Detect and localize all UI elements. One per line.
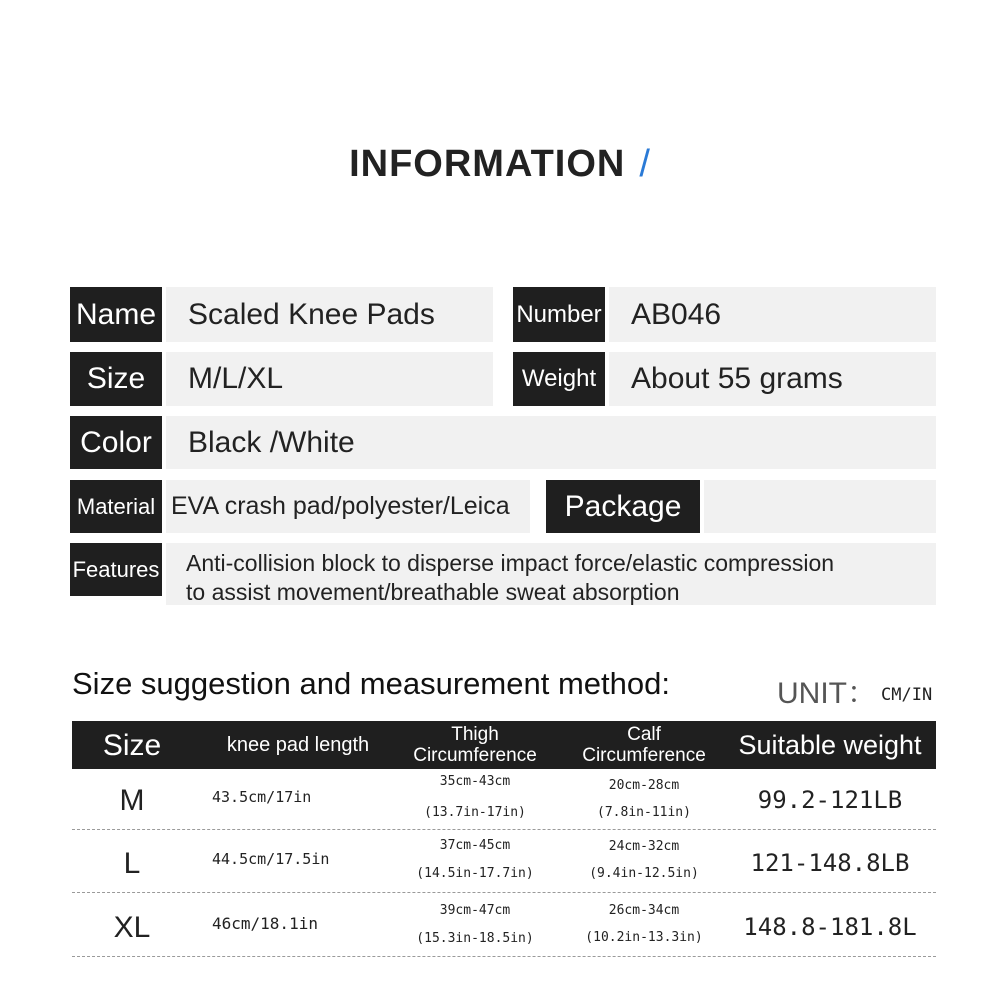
unit-label-group (777, 668, 932, 712)
size-table-header (72, 721, 936, 769)
size-section-title: Size suggestion and measurement method: (72, 666, 670, 701)
weight-label: Weight (513, 352, 605, 406)
header-knee-pad-length: knee pad length (226, 733, 370, 756)
row-length: 44.5cm/17.5in (212, 850, 330, 868)
material-label: Material (70, 480, 162, 533)
package-value (704, 480, 936, 533)
features-line-2: to assist movement/breathable sweat absorption (186, 579, 680, 605)
header-size: Size (102, 728, 162, 762)
color-value: Black /White (166, 416, 936, 469)
row-length: 43.5cm/17in (212, 788, 312, 806)
row-divider (72, 956, 936, 957)
row-size: M (119, 784, 145, 817)
header-thigh-line-2: Circumference (413, 745, 537, 766)
row-divider (72, 892, 936, 893)
number-value: AB046 (609, 287, 936, 342)
row-thigh-cm: 37cm-45cm (439, 838, 511, 853)
material-value: EVA crash pad/polyester/Leica (166, 480, 530, 533)
header-suitable-weight: Suitable weight (738, 729, 922, 760)
row-thigh-cm: 39cm-47cm (439, 903, 511, 918)
row-calf-cm: 24cm-32cm (608, 839, 680, 854)
row-length: 46cm/18.1in (212, 914, 318, 933)
row-calf-in: (9.4in-12.5in) (589, 866, 699, 881)
row-weight: 99.2-121LB (757, 786, 903, 814)
row-calf-cm: 26cm-34cm (608, 903, 680, 918)
unit-value: CM/IN (881, 685, 933, 706)
number-label: Number (513, 287, 605, 342)
weight-value: About 55 grams (609, 352, 936, 406)
row-thigh-in: (14.5in-17.7in) (416, 866, 534, 881)
package-label: Package (546, 480, 700, 533)
row-divider (72, 829, 936, 830)
header-thigh-line-1: Thigh (451, 724, 499, 745)
row-thigh-in: (15.3in-18.5in) (416, 931, 534, 946)
row-calf-in: (7.8in-11in) (597, 805, 691, 820)
unit-label: UNIT： (777, 677, 877, 710)
size-label: Size (70, 352, 162, 406)
title-slash: / (639, 143, 651, 185)
row-size: XL (113, 911, 151, 944)
table-row (72, 895, 936, 957)
name-value: Scaled Knee Pads (166, 287, 493, 342)
table-row (72, 770, 936, 832)
row-calf-in: (10.2in-13.3in) (585, 930, 703, 945)
row-weight: 148.8-181.8L (743, 913, 917, 941)
features-label: Features (70, 543, 162, 596)
features-value (166, 543, 936, 605)
page-title (0, 143, 1000, 186)
header-calf-line-1: Calf (627, 724, 661, 745)
size-value: M/L/XL (166, 352, 493, 406)
header-calf-line-2: Circumference (582, 745, 706, 766)
row-calf-cm: 20cm-28cm (608, 778, 680, 793)
color-label: Color (70, 416, 162, 469)
row-thigh-cm: 35cm-43cm (439, 774, 511, 789)
features-line-1: Anti-collision block to disperse impact force/elastic compression (186, 550, 835, 576)
row-weight: 121-148.8LB (750, 849, 910, 877)
table-row (72, 832, 936, 894)
header-calf (568, 721, 720, 769)
row-size: L (123, 847, 141, 880)
name-label: Name (70, 287, 162, 342)
title-text: INFORMATION (349, 143, 626, 185)
row-thigh-in: (13.7in-17in) (424, 805, 526, 820)
header-thigh (404, 721, 546, 769)
